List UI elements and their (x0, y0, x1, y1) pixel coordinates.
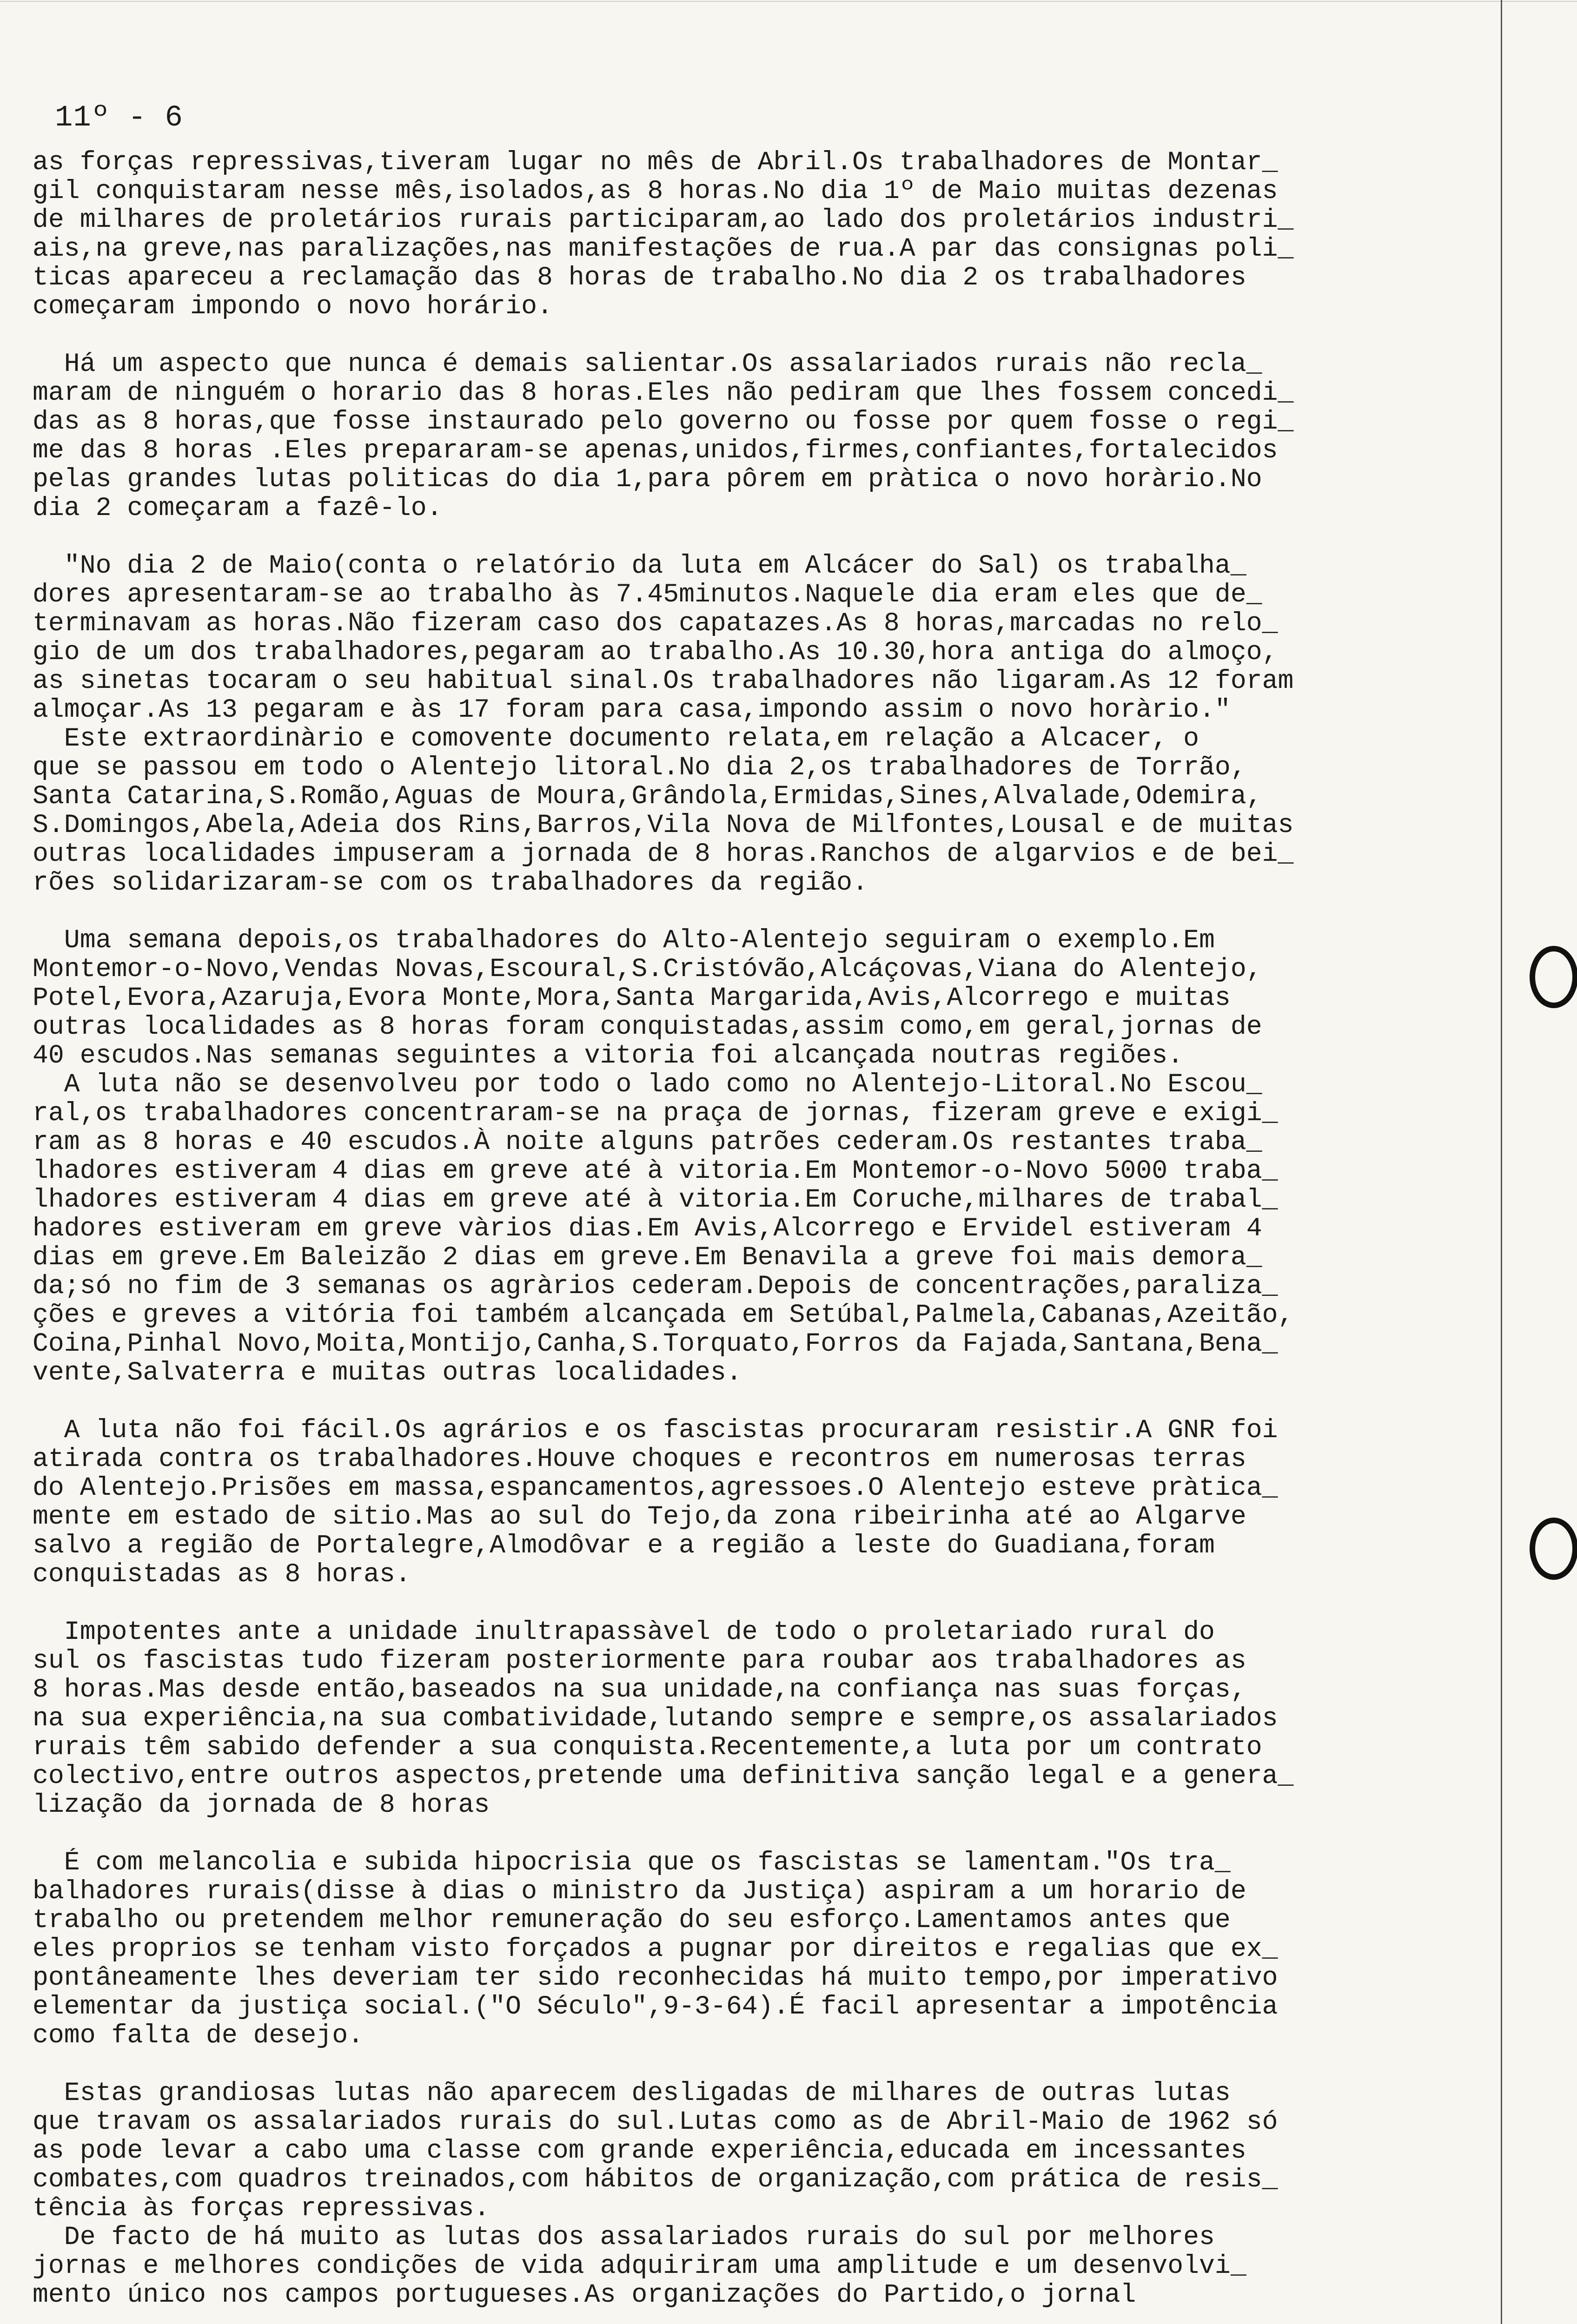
text-line: terminavam as horas.Não fizeram caso dos capatazes.As 8 horas,marcadas no relo_ (33, 609, 1278, 638)
text-line: colectivo,entre outros aspectos,pretende uma definitiva sanção legal e a genera_ (33, 1762, 1294, 1790)
text-line: Este extraordinàrio e comovente documento relata,em relação a Alcacer, o (33, 724, 1199, 753)
text-line: gio de um dos trabalhadores,pegaram ao trabalho.As 10.30,hora antiga do almoço, (33, 638, 1278, 667)
text-line: dias em greve.Em Baleizão 2 dias em greve.Em Benavila a greve foi mais demora_ (33, 1243, 1262, 1272)
text-line: ções e greves a vitória foi também alcançada em Setúbal,Palmela,Cabanas,Azeitão, (33, 1301, 1294, 1329)
text-line: as sinetas tocaram o seu habitual sinal.Os trabalhadores não ligaram.As 12 foram (33, 667, 1294, 695)
text-line: A luta não se desenvolveu por todo o lado como no Alentejo-Litoral.No Escou_ (33, 1070, 1262, 1099)
text-line: Impotentes ante a unidade inultrapassàvel de todo o proletariado rural do (33, 1618, 1215, 1646)
text-line: combates,com quadros treinados,com hábitos de organização,com prática de resis_ (33, 2165, 1278, 2194)
text-line: trabalho ou pretendem melhor remuneração do seu esforço.Lamentamos antes que (33, 1906, 1231, 1934)
text-line: Coina,Pinhal Novo,Moita,Montijo,Canha,S.Torquato,Forros da Fajada,Santana,Bena_ (33, 1329, 1278, 1358)
text-line: me das 8 horas .Eles prepararam-se apenas,unidos,firmes,confiantes,fortalecidos (33, 436, 1278, 465)
text-line: atirada contra os trabalhadores.Houve choques e recontros em numerosas terras (33, 1445, 1246, 1473)
text-line: começaram impondo o novo horário. (33, 292, 553, 321)
text-line: rões solidarizaram-se com os trabalhadores da região. (33, 868, 868, 897)
text-line: que se passou em todo o Alentejo litoral.No dia 2,os trabalhadores de Torrão, (33, 753, 1246, 782)
text-line: 8 horas.Mas desde então,baseados na sua unidade,na confiança nas suas forças, (33, 1675, 1246, 1704)
text-line: lização da jornada de 8 horas (33, 1790, 490, 1819)
text-line: as pode levar a cabo uma classe com grande experiência,educada em incessantes (33, 2136, 1246, 2165)
text-line: que travam os assalariados rurais do sul.Lutas como as de Abril-Maio de 1962 só (33, 2107, 1278, 2136)
text-line: "No dia 2 de Maio(conta o relatório da luta em Alcácer do Sal) os trabalha_ (33, 551, 1246, 580)
text-line: ral,os trabalhadores concentraram-se na praça de jornas, fizeram greve e exigi_ (33, 1099, 1278, 1128)
punch-hole-top (1530, 946, 1577, 1008)
text-line: gil conquistaram nesse mês,isolados,as 8 horas.No dia 1º de Maio muitas dezenas (33, 177, 1278, 205)
text-line: lhadores estiveram 4 dias em greve até à vitoria.Em Montemor-o-Novo 5000 traba_ (33, 1156, 1278, 1185)
text-line: outras localidades impuseram a jornada de 8 horas.Ranchos de algarvios e de bei_ (33, 839, 1294, 868)
paragraph (33, 350, 1502, 522)
text-line: ticas apareceu a reclamação das 8 horas de trabalho.No dia 2 os trabalhadores (33, 263, 1246, 292)
text-line: outras localidades as 8 horas foram conquistadas,assim como,em geral,jornas de (33, 1012, 1262, 1041)
text-line: Uma semana depois,os trabalhadores do Alto-Alentejo seguiram o exemplo.Em (33, 926, 1215, 955)
text-line: Potel,Evora,Azaruja,Evora Monte,Mora,Santa Margarida,Avis,Alcorrego e muitas (33, 984, 1231, 1012)
text-line: pontâneamente lhes deveriam ter sido reconhecidas há muito tempo,por imperativo (33, 1963, 1278, 1992)
text-line: vente,Salvaterra e muitas outras localidades. (33, 1358, 742, 1387)
text-line: eles proprios se tenham visto forçados a pugnar por direitos e regalias que ex_ (33, 1934, 1278, 1963)
text-line: jornas e melhores condições de vida adquiriram uma amplitude e um desenvolvi_ (33, 2251, 1246, 2280)
text-line: mento único nos campos portugueses.As organizações do Partido,o jornal (33, 2280, 1136, 2309)
text-line: Santa Catarina,S.Romão,Aguas de Moura,Grândola,Ermidas,Sines,Alvalade,Odemira, (33, 782, 1262, 811)
text-line: Há um aspecto que nunca é demais salientar.Os assalariados rurais não recla_ (33, 350, 1262, 378)
text-line: maram de ninguém o horario das 8 horas.Eles não pediram que lhes fossem concedi_ (33, 378, 1294, 407)
text-line: conquistadas as 8 horas. (33, 1560, 411, 1589)
paragraph (33, 926, 1502, 1387)
text-line: rurais têm sabido defender a sua conquista.Recentemente,a luta por um contrato (33, 1733, 1262, 1762)
text-line: balhadores rurais(disse à dias o ministro da Justiça) aspiram a um horario de (33, 1877, 1246, 1906)
text-line: almoçar.As 13 pegaram e às 17 foram para casa,impondo assim o novo horàrio." (33, 695, 1231, 724)
text-line: A luta não foi fácil.Os agrários e os fascistas procuraram resistir.A GNR foi (33, 1416, 1278, 1445)
text-line: do Alentejo.Prisões em massa,espancamentos,agressoes.O Alentejo esteve pràtica_ (33, 1473, 1278, 1502)
top-edge-line (0, 1, 1577, 2)
text-line: De facto de há muito as lutas dos assalariados rurais do sul por melhores (33, 2223, 1215, 2251)
text-line: mente em estado de sitio.Mas ao sul do Tejo,da zona ribeirinha até ao Algarve (33, 1502, 1246, 1531)
text-line: ais,na greve,nas paralizações,nas manifestações de rua.A par das consignas poli_ (33, 234, 1294, 263)
text-line: as forças repressivas,tiveram lugar no mês de Abril.Os trabalhadores de Montar_ (33, 148, 1278, 177)
text-line: 40 escudos.Nas semanas seguintes a vitoria foi alcançada noutras regiões. (33, 1041, 1184, 1070)
paragraph (33, 551, 1502, 897)
text-line: pelas grandes lutas politicas do dia 1,para pôrem em pràtica o novo horàrio.No (33, 465, 1262, 494)
text-line: dia 2 começaram a fazê-lo. (33, 494, 443, 522)
text-line: dores apresentaram-se ao trabalho às 7.45minutos.Naquele dia eram eles que de_ (33, 580, 1262, 609)
text-line: É com melancolia e subida hipocrisia que os fascistas se lamentam."Os tra_ (33, 1848, 1231, 1877)
text-line: S.Domingos,Abela,Adeia dos Rins,Barros,Vila Nova de Milfontes,Lousal e de muitas (33, 811, 1294, 839)
text-line: hadores estiveram em greve vàrios dias.Em Avis,Alcorrego e Ervidel estiveram 4 (33, 1214, 1262, 1243)
page-number: 11º - 6 (55, 101, 183, 135)
text-line: da;só no fim de 3 semanas os agràrios cederam.Depois de concentrações,paraliza_ (33, 1272, 1278, 1301)
text-line: Estas grandiosas lutas não aparecem desligadas de milhares de outras lutas (33, 2079, 1231, 2107)
text-line: salvo a região de Portalegre,Almodôvar e a região a leste do Guadiana,foram (33, 1531, 1215, 1560)
text-line: de milhares de proletários rurais participaram,ao lado dos proletários industri_ (33, 205, 1294, 234)
text-line: tência às forças repressivas. (33, 2194, 490, 2223)
text-line: ram as 8 horas e 40 escudos.À noite alguns patrões cederam.Os restantes traba_ (33, 1128, 1262, 1156)
punch-hole-bottom (1530, 1518, 1577, 1580)
text-line: das as 8 horas,que fosse instaurado pelo governo ou fosse por quem fosse o regi_ (33, 407, 1294, 436)
paragraph (33, 148, 1502, 321)
text-line: sul os fascistas tudo fizeram posteriormente para roubar aos trabalhadores as (33, 1646, 1246, 1675)
document-body (33, 148, 1502, 2309)
paragraph (33, 1618, 1502, 1819)
text-line: como falta de desejo. (33, 2021, 364, 2050)
paragraph (33, 2079, 1502, 2309)
text-line: na sua experiência,na sua combatividade,lutando sempre e sempre,os assalariados (33, 1704, 1278, 1733)
paragraph (33, 1848, 1502, 2050)
text-line: Montemor-o-Novo,Vendas Novas,Escoural,S.Cristóvão,Alcáçovas,Viana do Alentejo, (33, 955, 1262, 984)
text-line: lhadores estiveram 4 dias em greve até à vitoria.Em Coruche,milhares de trabal_ (33, 1185, 1278, 1214)
text-line: elementar da justiça social.("O Século",9-3-64).É facil apresentar a impotência (33, 1992, 1278, 2021)
paragraph (33, 1416, 1502, 1589)
